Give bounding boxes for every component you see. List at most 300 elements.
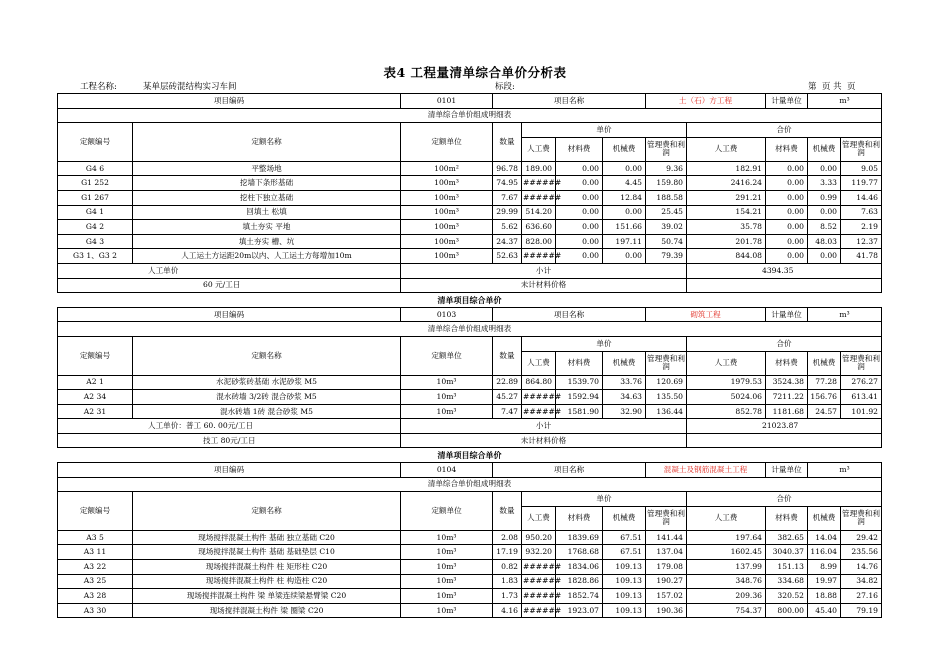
cell-col-3: 7.47: [493, 404, 522, 419]
cell-col-10: 45.40: [808, 603, 841, 618]
cell-col-2: 100m³: [401, 190, 493, 205]
cell-col-7: 25.45: [646, 205, 687, 220]
cell-col-4: ######: [522, 249, 556, 264]
cell-col-1: 水泥砂浆砖基础 水泥砂浆 M5: [133, 375, 401, 390]
cell-col-8: 197.64: [687, 530, 766, 545]
cell-col-0: G4 3: [58, 234, 133, 249]
unit-price-header: 单价: [522, 336, 687, 351]
cell-col-8: 137.99: [687, 560, 766, 575]
item-name-label: 项目名称: [493, 307, 646, 322]
cell-col-3: 29.99: [493, 205, 522, 220]
quota-code-header: 定额编号: [58, 336, 133, 375]
item-code-label: 项目编码: [58, 307, 401, 322]
table-row: [58, 375, 882, 390]
item-name-value: 砌筑工程: [646, 307, 766, 322]
quota-unit-header: 定额单位: [401, 492, 493, 531]
cell-col-11: 2.19: [841, 220, 882, 235]
item-code-label: 项目编码: [58, 94, 401, 109]
cell-col-1: 现场搅拌混凝土构件 基础 基础垫层 C10: [133, 545, 401, 560]
unpriced-material-label: 未计材料价格: [401, 278, 687, 293]
quota-name-header: 定额名称: [133, 492, 401, 531]
cell-col-3: 5.62: [493, 220, 522, 235]
machine-header: 机械费: [603, 506, 646, 530]
item-name-label: 项目名称: [493, 94, 646, 109]
unpriced-material-value: [687, 278, 882, 293]
cell-col-9: 0.00: [766, 205, 808, 220]
cell-col-0: G1 252: [58, 176, 133, 191]
cell-col-6: 197.11: [603, 234, 646, 249]
cell-col-3: 74.95: [493, 176, 522, 191]
unpriced-row: [58, 433, 882, 448]
mgmt-header: 管理费和利润: [646, 137, 687, 161]
cell-col-2: 10m³: [401, 530, 493, 545]
cell-col-6: 12.84: [603, 190, 646, 205]
cell-col-6: 109.13: [603, 560, 646, 575]
cell-col-4: ######: [522, 404, 556, 419]
cell-col-10: 0.00: [808, 249, 841, 264]
subtotal-value: 21023.87: [687, 419, 882, 434]
table-row: [58, 574, 882, 589]
cell-col-11: 29.42: [841, 530, 882, 545]
subtotal-label: 小计: [401, 419, 687, 434]
cell-col-2: 10m³: [401, 560, 493, 575]
cell-col-0: G4 1: [58, 205, 133, 220]
cell-col-0: G3 1、G3 2: [58, 249, 133, 264]
cell-col-8: 348.76: [687, 574, 766, 589]
detail-title-row: [58, 108, 882, 123]
cell-col-2: 10m³: [401, 589, 493, 604]
labor-rate-value: 技工 80元/工日: [58, 433, 401, 448]
subtotal-label: 小计: [401, 263, 687, 278]
quota-unit-header: 定额单位: [401, 123, 493, 162]
header-row-1: [58, 492, 882, 507]
cell-col-5: 1923.07: [556, 603, 603, 618]
detail-title: 清单综合单价组成明细表: [58, 477, 882, 492]
item-code-value: 0104: [401, 463, 493, 478]
machine-header: 机械费: [808, 506, 841, 530]
cell-col-11: 119.77: [841, 176, 882, 191]
cell-col-3: 0.82: [493, 560, 522, 575]
cell-col-2: 100m²: [401, 161, 493, 176]
cell-col-5: 1828.86: [556, 574, 603, 589]
cell-col-10: 3.33: [808, 176, 841, 191]
cell-col-2: 100m³: [401, 220, 493, 235]
cell-col-3: 22.89: [493, 375, 522, 390]
item-name-value: 混凝土及钢筋混凝土工程: [646, 463, 766, 478]
cell-col-10: 0.00: [808, 161, 841, 176]
mgmt-header: 管理费和利润: [841, 137, 882, 161]
cell-col-4: 864.80: [522, 375, 556, 390]
cell-col-3: 45.27: [493, 390, 522, 405]
cell-col-8: 182.91: [687, 161, 766, 176]
cell-col-9: 0.00: [766, 190, 808, 205]
cell-col-9: 0.00: [766, 234, 808, 249]
header-row-1: [58, 123, 882, 138]
cell-col-8: 1602.45: [687, 545, 766, 560]
cell-col-8: 35.78: [687, 220, 766, 235]
cell-col-7: 157.02: [646, 589, 687, 604]
cell-col-11: 79.19: [841, 603, 882, 618]
labor-rate-value: 60 元/工日: [58, 278, 401, 293]
cell-col-11: 34.82: [841, 574, 882, 589]
cell-col-6: 0.00: [603, 205, 646, 220]
cell-col-2: 10m³: [401, 603, 493, 618]
cell-col-6: 109.13: [603, 574, 646, 589]
mgmt-header: 管理费和利润: [841, 351, 882, 375]
detail-title: 清单综合单价组成明细表: [58, 108, 882, 123]
cell-col-6: 33.76: [603, 375, 646, 390]
cell-col-9: 382.65: [766, 530, 808, 545]
cell-col-7: 159.80: [646, 176, 687, 191]
cell-col-5: 0.00: [556, 234, 603, 249]
cell-col-2: 10m³: [401, 375, 493, 390]
cell-col-4: ######: [522, 190, 556, 205]
cell-col-6: 109.13: [603, 603, 646, 618]
cell-col-7: 9.36: [646, 161, 687, 176]
cell-col-4: 950.20: [522, 530, 556, 545]
cell-col-11: 12.37: [841, 234, 882, 249]
cell-col-1: 填土夯实 平地: [133, 220, 401, 235]
cell-col-9: 0.00: [766, 161, 808, 176]
cell-col-0: A2 1: [58, 375, 133, 390]
cell-col-3: 1.73: [493, 589, 522, 604]
cell-col-6: 151.66: [603, 220, 646, 235]
cell-col-0: A3 22: [58, 560, 133, 575]
cell-col-7: 79.39: [646, 249, 687, 264]
unit-label: 计量单位: [766, 463, 808, 478]
cell-col-5: 0.00: [556, 161, 603, 176]
item-name-value: 土（石）方工程: [646, 94, 766, 109]
cell-col-9: 0.00: [766, 176, 808, 191]
cell-col-10: 156.76: [808, 390, 841, 405]
section-heading-row: [58, 448, 882, 463]
cell-col-6: 109.13: [603, 589, 646, 604]
unit-label: 计量单位: [766, 307, 808, 322]
labor-header: 人工费: [687, 137, 766, 161]
cell-col-5: 1592.94: [556, 390, 603, 405]
total-price-header: 合价: [687, 336, 882, 351]
table-row: [58, 190, 882, 205]
qty-header: 数量: [493, 492, 522, 531]
page-info: 第 页 共 页: [808, 82, 856, 92]
cell-col-0: G1 267: [58, 190, 133, 205]
project-label: 工程名称:: [80, 82, 117, 92]
cell-col-7: 188.58: [646, 190, 687, 205]
table-row: [58, 545, 882, 560]
cell-col-4: ######: [522, 176, 556, 191]
subtotal-value: 4394.35: [687, 263, 882, 278]
cell-col-5: 1834.06: [556, 560, 603, 575]
cell-col-7: 120.69: [646, 375, 687, 390]
total-price-header: 合价: [687, 123, 882, 138]
cell-col-9: 3524.38: [766, 375, 808, 390]
document-title: 表4 工程量清单综合单价分析表: [383, 65, 567, 80]
cell-col-10: 18.88: [808, 589, 841, 604]
cell-col-6: 67.51: [603, 545, 646, 560]
labor-header: 人工费: [522, 137, 556, 161]
cell-col-5: 1539.70: [556, 375, 603, 390]
subtotal-row: [58, 419, 882, 434]
cell-col-9: 800.00: [766, 603, 808, 618]
cell-col-0: G4 2: [58, 220, 133, 235]
mgmt-header: 管理费和利润: [646, 351, 687, 375]
cell-col-8: 852.78: [687, 404, 766, 419]
table-row: [58, 176, 882, 191]
cell-col-3: 2.08: [493, 530, 522, 545]
cell-col-11: 27.16: [841, 589, 882, 604]
labor-header: 人工费: [687, 351, 766, 375]
cell-col-7: 39.02: [646, 220, 687, 235]
cell-col-10: 24.57: [808, 404, 841, 419]
machine-header: 机械费: [808, 137, 841, 161]
cell-col-10: 116.04: [808, 545, 841, 560]
cell-col-1: 现场搅拌混凝土构件 柱 构造柱 C20: [133, 574, 401, 589]
cell-col-8: 2416.24: [687, 176, 766, 191]
cell-col-1: 现场搅拌混凝土构件 梁 圈梁 C20: [133, 603, 401, 618]
cell-col-7: 135.50: [646, 390, 687, 405]
cell-col-5: 1581.90: [556, 404, 603, 419]
labor-rate-label: 人工单价：普工 60. 00元/工日: [58, 419, 401, 434]
cell-col-9: 0.00: [766, 249, 808, 264]
cell-col-7: 141.44: [646, 530, 687, 545]
detail-title-row: [58, 322, 882, 337]
section-label: 标段:: [495, 82, 515, 92]
cell-col-7: 136.44: [646, 404, 687, 419]
table-row: [58, 603, 882, 618]
material-header: 材料费: [556, 351, 603, 375]
cell-col-5: 1768.68: [556, 545, 603, 560]
cell-col-1: 填土夯实 槽、坑: [133, 234, 401, 249]
cell-col-7: 190.36: [646, 603, 687, 618]
quota-name-header: 定额名称: [133, 336, 401, 375]
material-header: 材料费: [556, 137, 603, 161]
cell-col-5: 0.00: [556, 220, 603, 235]
cell-col-0: A3 30: [58, 603, 133, 618]
cell-col-5: 0.00: [556, 176, 603, 191]
cell-col-11: 101.92: [841, 404, 882, 419]
cell-col-11: 276.27: [841, 375, 882, 390]
cell-col-0: A3 5: [58, 530, 133, 545]
cell-col-2: 10m³: [401, 390, 493, 405]
item-info-row: [58, 307, 882, 322]
cell-col-5: 0.00: [556, 249, 603, 264]
cell-col-3: 4.16: [493, 603, 522, 618]
cell-col-8: 201.78: [687, 234, 766, 249]
cell-col-2: 100m³: [401, 249, 493, 264]
cell-col-1: 挖墙下条形基础: [133, 176, 401, 191]
unit-price-header: 单价: [522, 123, 687, 138]
item-info-row: [58, 463, 882, 478]
unit-value: m³: [808, 94, 882, 109]
table-row: [58, 404, 882, 419]
table-row: [58, 205, 882, 220]
unit-value: m³: [808, 463, 882, 478]
machine-header: 机械费: [603, 137, 646, 161]
table-row: [58, 530, 882, 545]
cell-col-7: 137.04: [646, 545, 687, 560]
cell-col-8: 844.08: [687, 249, 766, 264]
cell-col-5: 0.00: [556, 190, 603, 205]
header-row-1: [58, 336, 882, 351]
material-header: 材料费: [766, 137, 808, 161]
unit-price-analysis-table: [57, 93, 882, 618]
mgmt-header: 管理费和利润: [841, 506, 882, 530]
cell-col-4: ######: [522, 390, 556, 405]
material-header: 材料费: [766, 506, 808, 530]
cell-col-1: 混水砖墙 3/2砖 混合砂浆 M5: [133, 390, 401, 405]
section-heading: 清单项目综合单价: [58, 293, 882, 308]
cell-col-10: 77.28: [808, 375, 841, 390]
cell-col-3: 1.83: [493, 574, 522, 589]
unit-value: m³: [808, 307, 882, 322]
cell-col-4: 514.20: [522, 205, 556, 220]
cell-col-10: 0.99: [808, 190, 841, 205]
quota-name-header: 定额名称: [133, 123, 401, 162]
subtotal-row: [58, 263, 882, 278]
item-info-row: [58, 94, 882, 109]
table-row: [58, 390, 882, 405]
cell-col-8: 1979.53: [687, 375, 766, 390]
unpriced-row: [58, 278, 882, 293]
cell-col-11: 235.56: [841, 545, 882, 560]
item-name-label: 项目名称: [493, 463, 646, 478]
cell-col-9: 0.00: [766, 220, 808, 235]
unpriced-material-label: 未计材料价格: [401, 433, 687, 448]
quota-code-header: 定额编号: [58, 123, 133, 162]
cell-col-3: 52.63: [493, 249, 522, 264]
quota-code-header: 定额编号: [58, 492, 133, 531]
cell-col-9: 7211.22: [766, 390, 808, 405]
cell-col-1: 回填土 松填: [133, 205, 401, 220]
cell-col-7: 50.74: [646, 234, 687, 249]
cell-col-0: A3 11: [58, 545, 133, 560]
qty-header: 数量: [493, 123, 522, 162]
cell-col-9: 151.13: [766, 560, 808, 575]
cell-col-4: 636.60: [522, 220, 556, 235]
qty-header: 数量: [493, 336, 522, 375]
cell-col-10: 0.00: [808, 205, 841, 220]
unit-label: 计量单位: [766, 94, 808, 109]
cell-col-1: 人工运土方运距20m以内、人工运土方每增加10m: [133, 249, 401, 264]
cell-col-9: 334.68: [766, 574, 808, 589]
labor-header: 人工费: [522, 351, 556, 375]
cell-col-10: 48.03: [808, 234, 841, 249]
cell-col-8: 291.21: [687, 190, 766, 205]
cell-col-10: 8.52: [808, 220, 841, 235]
mgmt-header: 管理费和利润: [646, 506, 687, 530]
cell-col-4: 189.00: [522, 161, 556, 176]
cell-col-1: 挖柱下独立基础: [133, 190, 401, 205]
table-row: [58, 249, 882, 264]
cell-col-8: 754.37: [687, 603, 766, 618]
cell-col-6: 34.63: [603, 390, 646, 405]
cell-col-3: 17.19: [493, 545, 522, 560]
cell-col-1: 平整场地: [133, 161, 401, 176]
item-code-value: 0103: [401, 307, 493, 322]
labor-header: 人工费: [687, 506, 766, 530]
cell-col-10: 14.04: [808, 530, 841, 545]
cell-col-4: ######: [522, 560, 556, 575]
machine-header: 机械费: [808, 351, 841, 375]
cell-col-7: 190.27: [646, 574, 687, 589]
cell-col-8: 154.21: [687, 205, 766, 220]
cell-col-4: ######: [522, 589, 556, 604]
cell-col-11: 613.41: [841, 390, 882, 405]
cell-col-11: 7.63: [841, 205, 882, 220]
cell-col-9: 3040.37: [766, 545, 808, 560]
section-heading: 清单项目综合单价: [58, 448, 882, 463]
cell-col-3: 96.78: [493, 161, 522, 176]
cell-col-11: 14.46: [841, 190, 882, 205]
cell-col-2: 100m³: [401, 234, 493, 249]
cell-col-1: 现场搅拌混凝土构件 柱 矩形柱 C20: [133, 560, 401, 575]
material-header: 材料费: [766, 351, 808, 375]
cell-col-4: 828.00: [522, 234, 556, 249]
quota-unit-header: 定额单位: [401, 336, 493, 375]
total-price-header: 合价: [687, 492, 882, 507]
table-row: [58, 560, 882, 575]
cell-col-4: ######: [522, 603, 556, 618]
cell-col-10: 8.99: [808, 560, 841, 575]
material-header: 材料费: [556, 506, 603, 530]
cell-col-6: 0.00: [603, 249, 646, 264]
table-row: [58, 161, 882, 176]
cell-col-0: A3 25: [58, 574, 133, 589]
cell-col-2: 10m³: [401, 404, 493, 419]
cell-col-3: 24.37: [493, 234, 522, 249]
machine-header: 机械费: [603, 351, 646, 375]
section-heading-row: [58, 293, 882, 308]
cell-col-1: 现场搅拌混凝土构件 梁 单梁连续梁悬臂梁 C20: [133, 589, 401, 604]
table-row: [58, 589, 882, 604]
detail-title-row: [58, 477, 882, 492]
table-row: [58, 234, 882, 249]
cell-col-8: 5024.06: [687, 390, 766, 405]
cell-col-1: 现场搅拌混凝土构件 基础 独立基础 C20: [133, 530, 401, 545]
cell-col-10: 19.97: [808, 574, 841, 589]
cell-col-6: 67.51: [603, 530, 646, 545]
project-name: 某单层砖混结构实习车间: [143, 82, 237, 92]
item-code-value: 0101: [401, 94, 493, 109]
labor-rate-label: 人工单价: [58, 263, 401, 278]
cell-col-11: 9.05: [841, 161, 882, 176]
cell-col-0: A2 31: [58, 404, 133, 419]
cell-col-0: A2 34: [58, 390, 133, 405]
cell-col-9: 1181.68: [766, 404, 808, 419]
item-code-label: 项目编码: [58, 463, 401, 478]
cell-col-0: A3 28: [58, 589, 133, 604]
cell-col-6: 0.00: [603, 161, 646, 176]
cell-col-2: 100m³: [401, 176, 493, 191]
cell-col-5: 1839.69: [556, 530, 603, 545]
cell-col-3: 7.67: [493, 190, 522, 205]
cell-col-2: 10m³: [401, 545, 493, 560]
unit-price-header: 单价: [522, 492, 687, 507]
unpriced-material-value: [687, 433, 882, 448]
cell-col-2: 10m³: [401, 574, 493, 589]
table-row: [58, 220, 882, 235]
cell-col-11: 14.76: [841, 560, 882, 575]
cell-col-4: ######: [522, 574, 556, 589]
labor-header: 人工费: [522, 506, 556, 530]
cell-col-6: 4.45: [603, 176, 646, 191]
cell-col-8: 209.36: [687, 589, 766, 604]
detail-title: 清单综合单价组成明细表: [58, 322, 882, 337]
cell-col-0: G4 6: [58, 161, 133, 176]
cell-col-4: 932.20: [522, 545, 556, 560]
cell-col-2: 100m³: [401, 205, 493, 220]
cell-col-6: 32.90: [603, 404, 646, 419]
